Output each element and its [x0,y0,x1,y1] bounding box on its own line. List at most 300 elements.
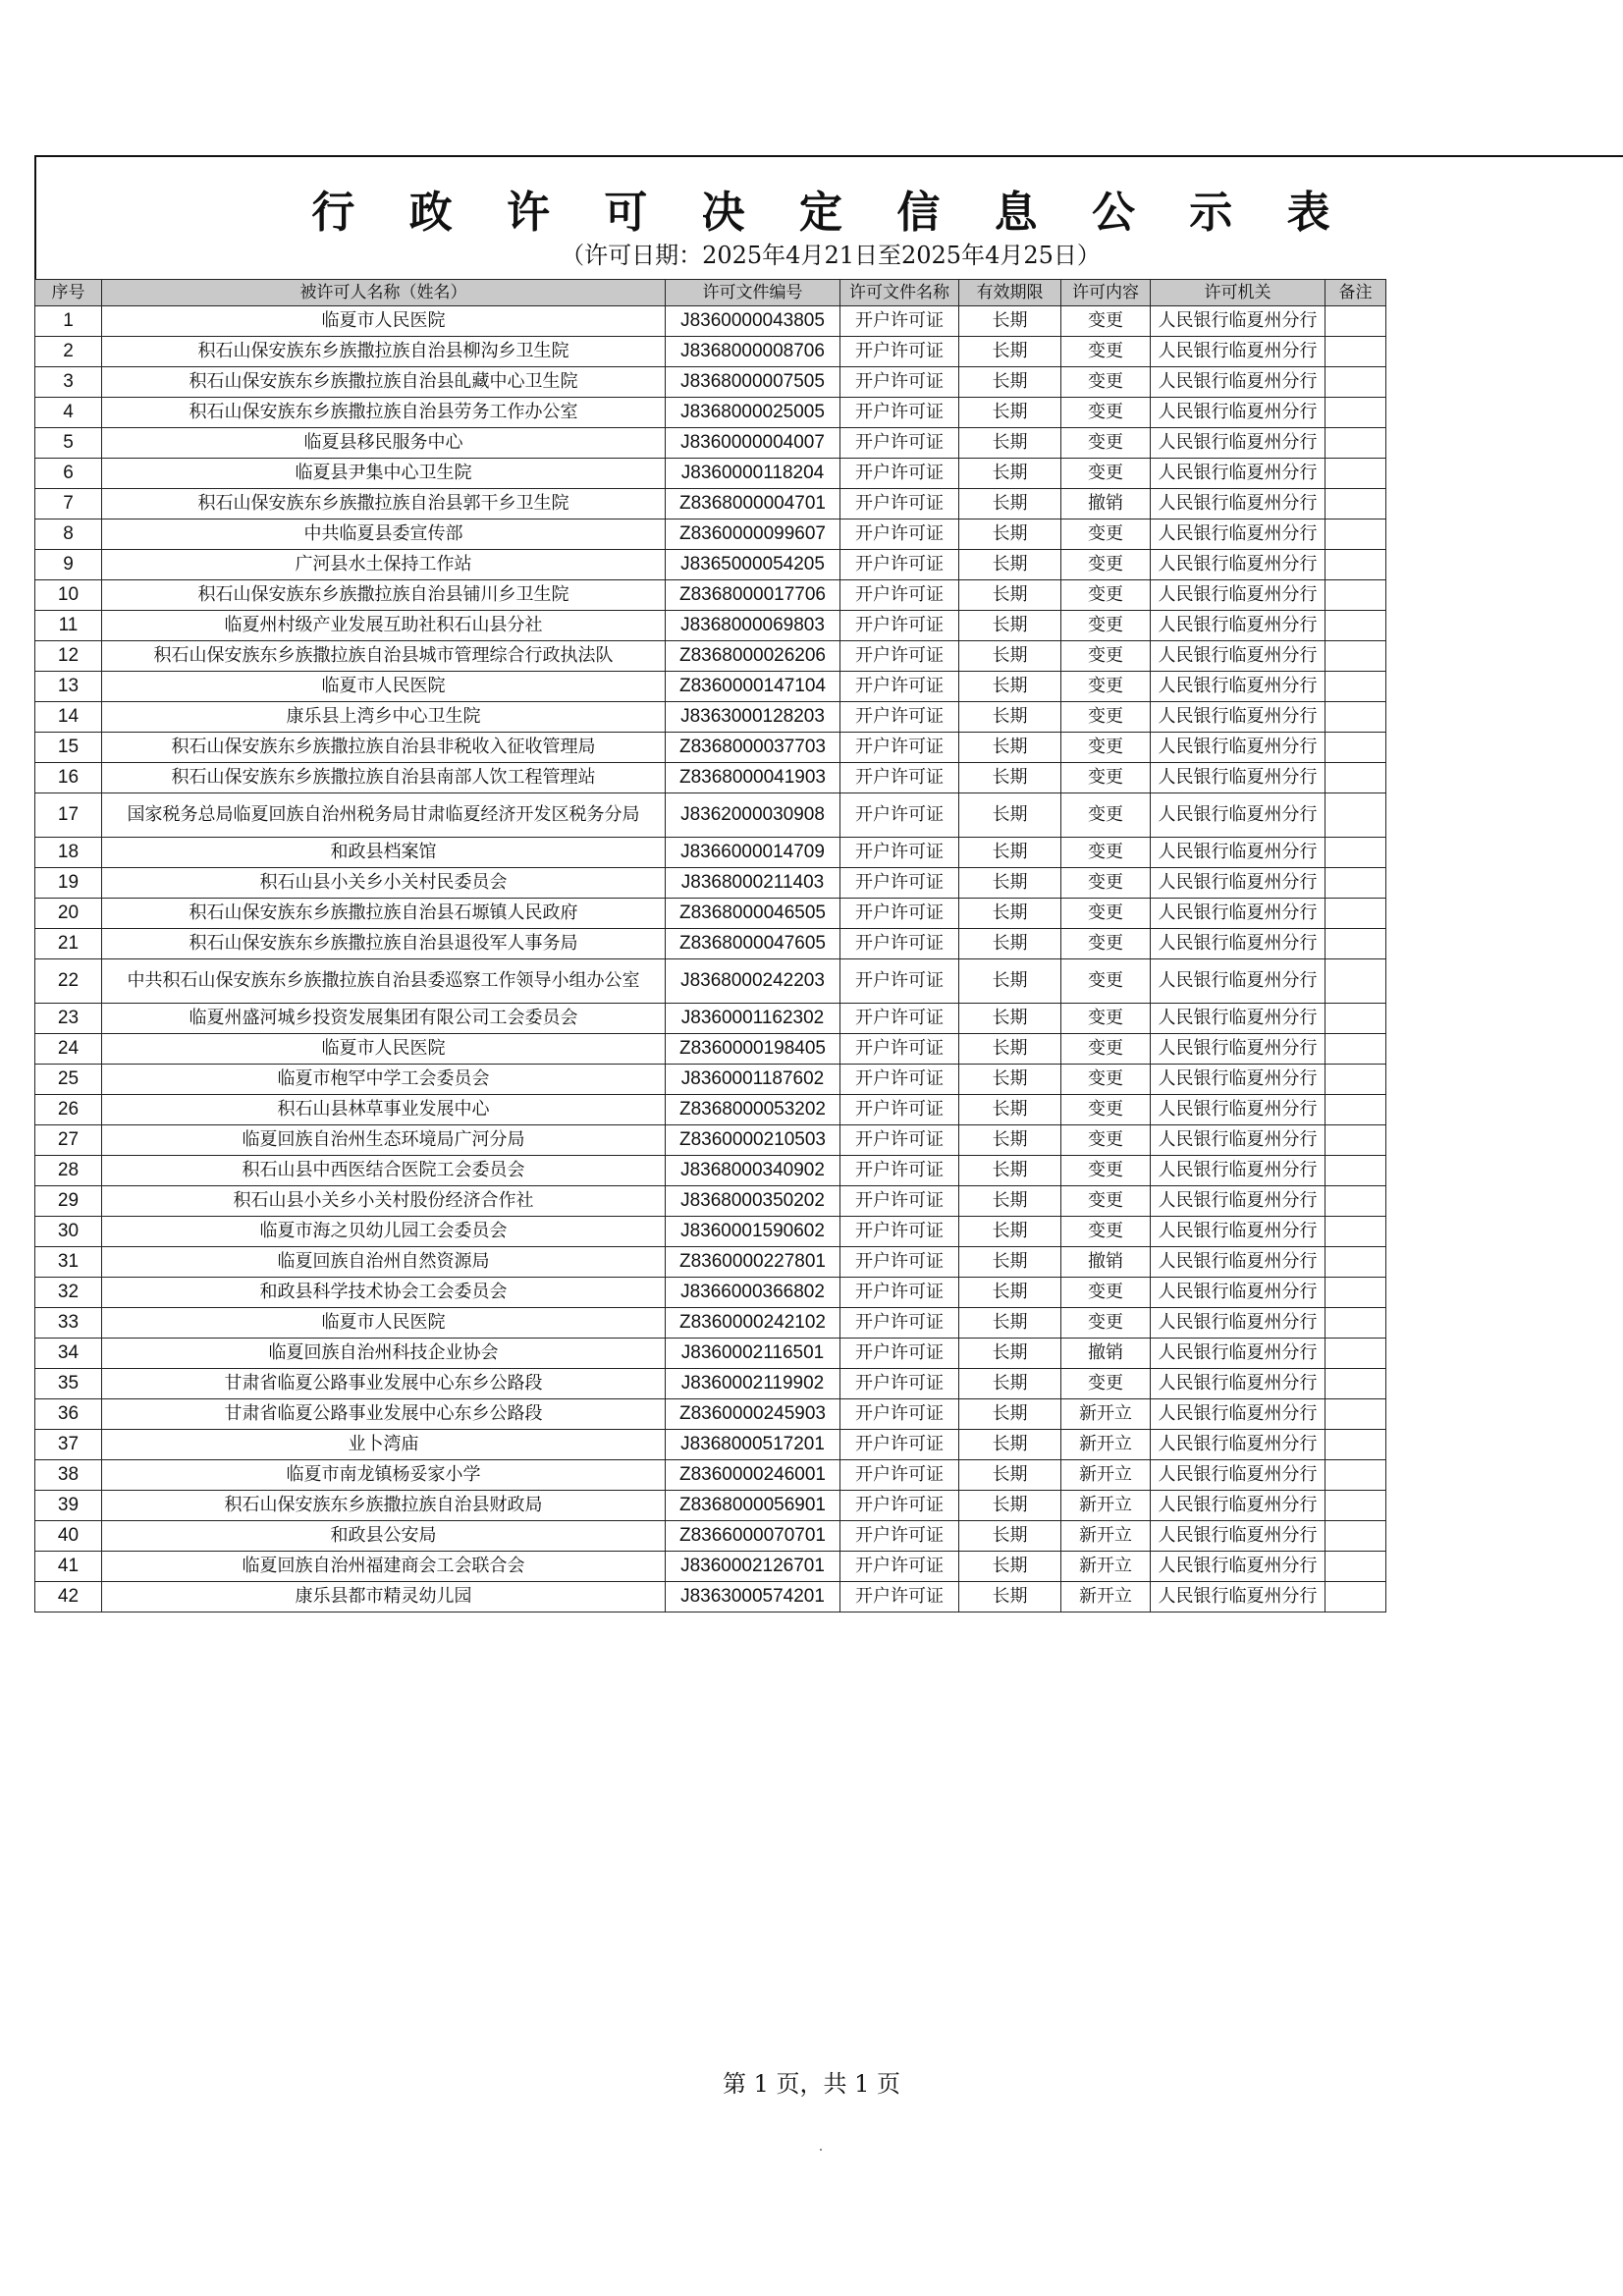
cell-name: 国家税务总局临夏回族自治州税务局甘肃临夏经济开发区税务分局 [102,793,666,838]
cell-term: 长期 [959,641,1061,672]
cell-term: 长期 [959,1582,1061,1613]
cell-authority: 人民银行临夏州分行 [1151,1034,1325,1065]
cell-content: 变更 [1061,1217,1151,1247]
cell-note [1325,489,1386,519]
cell-content: 新开立 [1061,1491,1151,1521]
cell-seq: 14 [35,702,102,733]
table-row [35,868,1386,899]
cell-doc: 开户许可证 [840,1095,959,1125]
cell-term: 长期 [959,763,1061,793]
table-row [35,1369,1386,1399]
cell-code: J8368000008706 [666,337,840,367]
cell-doc: 开户许可证 [840,868,959,899]
cell-term: 长期 [959,1339,1061,1369]
cell-note [1325,1004,1386,1034]
table-row [35,367,1386,398]
cell-name: 积石山县中西医结合医院工会委员会 [102,1156,666,1186]
cell-content: 新开立 [1061,1552,1151,1582]
cell-term: 长期 [959,1156,1061,1186]
cell-code: J8360000004007 [666,428,840,459]
cell-term: 长期 [959,1369,1061,1399]
cell-seq: 15 [35,733,102,763]
table-row [35,1217,1386,1247]
cell-seq: 7 [35,489,102,519]
cell-content: 新开立 [1061,1521,1151,1552]
cell-authority: 人民银行临夏州分行 [1151,580,1325,611]
cell-term: 长期 [959,367,1061,398]
cell-content: 撤销 [1061,1247,1151,1278]
cell-content: 变更 [1061,1278,1151,1308]
cell-note [1325,1156,1386,1186]
cell-authority: 人民银行临夏州分行 [1151,1065,1325,1095]
cell-note [1325,519,1386,550]
cell-code: J8368000007505 [666,367,840,398]
cell-content: 变更 [1061,702,1151,733]
cell-authority: 人民银行临夏州分行 [1151,1399,1325,1430]
cell-doc: 开户许可证 [840,306,959,337]
cell-content: 变更 [1061,1369,1151,1399]
cell-authority: 人民银行临夏州分行 [1151,702,1325,733]
date-range-subtitle: （许可日期：2025年4月21日至2025年4月25日） [561,242,1101,269]
cell-content: 变更 [1061,733,1151,763]
column-header: 序号 [35,280,102,306]
table-row [35,550,1386,580]
cell-term: 长期 [959,1186,1061,1217]
cell-term: 长期 [959,929,1061,959]
cell-name: 积石山保安族东乡族撒拉族自治县铺川乡卫生院 [102,580,666,611]
cell-authority: 人民银行临夏州分行 [1151,306,1325,337]
cell-authority: 人民银行临夏州分行 [1151,1095,1325,1125]
cell-seq: 42 [35,1582,102,1613]
cell-code: Z8368000046505 [666,899,840,929]
cell-code: J8368000350202 [666,1186,840,1217]
cell-code: Z8368000026206 [666,641,840,672]
cell-content: 变更 [1061,1308,1151,1339]
cell-name: 临夏市人民医院 [102,1308,666,1339]
cell-content: 变更 [1061,1156,1151,1186]
table-row [35,1247,1386,1278]
cell-authority: 人民银行临夏州分行 [1151,838,1325,868]
cell-name: 积石山保安族东乡族撒拉族自治县柳沟乡卫生院 [102,337,666,367]
cell-authority: 人民银行临夏州分行 [1151,959,1325,1004]
cell-name: 康乐县都市精灵幼儿园 [102,1582,666,1613]
cell-note [1325,306,1386,337]
cell-term: 长期 [959,580,1061,611]
cell-note [1325,793,1386,838]
cell-doc: 开户许可证 [840,838,959,868]
cell-term: 长期 [959,306,1061,337]
cell-note [1325,1247,1386,1278]
cell-doc: 开户许可证 [840,459,959,489]
cell-note [1325,459,1386,489]
cell-code: J8368000211403 [666,868,840,899]
cell-code: Z8360000147104 [666,672,840,702]
cell-seq: 33 [35,1308,102,1339]
cell-name: 和政县档案馆 [102,838,666,868]
cell-authority: 人民银行临夏州分行 [1151,672,1325,702]
cell-doc: 开户许可证 [840,1004,959,1034]
scan-speck [820,2149,822,2151]
cell-content: 变更 [1061,929,1151,959]
cell-name: 积石山保安族东乡族撒拉族自治县退役军人事务局 [102,929,666,959]
cell-doc: 开户许可证 [840,1034,959,1065]
cell-seq: 34 [35,1339,102,1369]
cell-seq: 35 [35,1369,102,1399]
cell-note [1325,1399,1386,1430]
cell-term: 长期 [959,337,1061,367]
cell-term: 长期 [959,1430,1061,1460]
cell-code: J8362000030908 [666,793,840,838]
cell-code: J8360001590602 [666,1217,840,1247]
cell-authority: 人民银行临夏州分行 [1151,1491,1325,1521]
cell-content: 变更 [1061,1095,1151,1125]
cell-seq: 38 [35,1460,102,1491]
cell-name: 康乐县上湾乡中心卫生院 [102,702,666,733]
table-row [35,1521,1386,1552]
cell-code: Z8360000242102 [666,1308,840,1339]
cell-authority: 人民银行临夏州分行 [1151,1369,1325,1399]
cell-content: 新开立 [1061,1460,1151,1491]
cell-code: Z8368000047605 [666,929,840,959]
cell-seq: 19 [35,868,102,899]
cell-code: Z8368000053202 [666,1095,840,1125]
cell-authority: 人民银行临夏州分行 [1151,763,1325,793]
cell-content: 变更 [1061,1125,1151,1156]
cell-code: Z8368000056901 [666,1491,840,1521]
cell-doc: 开户许可证 [840,1247,959,1278]
cell-authority: 人民银行临夏州分行 [1151,733,1325,763]
cell-authority: 人民银行临夏州分行 [1151,1217,1325,1247]
cell-authority: 人民银行临夏州分行 [1151,929,1325,959]
cell-term: 长期 [959,1125,1061,1156]
cell-authority: 人民银行临夏州分行 [1151,367,1325,398]
cell-code: J8360000043805 [666,306,840,337]
cell-term: 长期 [959,793,1061,838]
cell-seq: 13 [35,672,102,702]
cell-term: 长期 [959,519,1061,550]
column-header: 许可文件名称 [840,280,959,306]
cell-content: 变更 [1061,1004,1151,1034]
column-header: 备注 [1325,280,1386,306]
cell-note [1325,763,1386,793]
cell-note [1325,672,1386,702]
cell-term: 长期 [959,838,1061,868]
cell-code: J8360001187602 [666,1065,840,1095]
cell-seq: 26 [35,1095,102,1125]
cell-name: 业卜湾庙 [102,1430,666,1460]
cell-code: Z8360000210503 [666,1125,840,1156]
cell-note [1325,367,1386,398]
cell-doc: 开户许可证 [840,899,959,929]
column-header: 许可机关 [1151,280,1325,306]
cell-authority: 人民银行临夏州分行 [1151,899,1325,929]
cell-authority: 人民银行临夏州分行 [1151,489,1325,519]
cell-doc: 开户许可证 [840,672,959,702]
table-row [35,1339,1386,1369]
table-row [35,733,1386,763]
cell-doc: 开户许可证 [840,1156,959,1186]
cell-seq: 32 [35,1278,102,1308]
cell-code: Z8360000099607 [666,519,840,550]
cell-note [1325,1065,1386,1095]
table-row [35,702,1386,733]
cell-name: 临夏市人民医院 [102,672,666,702]
table-row [35,1095,1386,1125]
cell-seq: 29 [35,1186,102,1217]
cell-code: Z8366000070701 [666,1521,840,1552]
cell-note [1325,337,1386,367]
cell-seq: 1 [35,306,102,337]
cell-code: Z8368000004701 [666,489,840,519]
cell-authority: 人民银行临夏州分行 [1151,1552,1325,1582]
cell-note [1325,1460,1386,1491]
cell-term: 长期 [959,1065,1061,1095]
cell-code: J8363000128203 [666,702,840,733]
table-row [35,580,1386,611]
table-row [35,1278,1386,1308]
cell-name: 临夏回族自治州生态环境局广河分局 [102,1125,666,1156]
table-row [35,763,1386,793]
cell-seq: 17 [35,793,102,838]
cell-doc: 开户许可证 [840,1217,959,1247]
cell-seq: 21 [35,929,102,959]
cell-seq: 8 [35,519,102,550]
cell-content: 变更 [1061,1065,1151,1095]
cell-code: Z8360000198405 [666,1034,840,1065]
cell-content: 变更 [1061,519,1151,550]
cell-content: 新开立 [1061,1399,1151,1430]
cell-code: J8368000517201 [666,1430,840,1460]
table-row [35,672,1386,702]
cell-term: 长期 [959,550,1061,580]
cell-term: 长期 [959,1278,1061,1308]
cell-term: 长期 [959,1095,1061,1125]
cell-seq: 40 [35,1521,102,1552]
cell-doc: 开户许可证 [840,1308,959,1339]
column-header: 有效期限 [959,280,1061,306]
cell-seq: 41 [35,1552,102,1582]
cell-name: 临夏回族自治州科技企业协会 [102,1339,666,1369]
cell-doc: 开户许可证 [840,367,959,398]
cell-term: 长期 [959,702,1061,733]
cell-note [1325,733,1386,763]
cell-name: 和政县公安局 [102,1521,666,1552]
table-row [35,1430,1386,1460]
cell-content: 变更 [1061,1034,1151,1065]
cell-term: 长期 [959,672,1061,702]
cell-name: 积石山保安族东乡族撒拉族自治县癿藏中心卫生院 [102,367,666,398]
cell-term: 长期 [959,1004,1061,1034]
cell-content: 变更 [1061,306,1151,337]
cell-code: J8360001162302 [666,1004,840,1034]
table-row [35,1004,1386,1034]
cell-doc: 开户许可证 [840,428,959,459]
cell-code: J8363000574201 [666,1582,840,1613]
cell-doc: 开户许可证 [840,398,959,428]
cell-doc: 开户许可证 [840,337,959,367]
cell-note [1325,1430,1386,1460]
cell-content: 撤销 [1061,1339,1151,1369]
cell-name: 积石山县林草事业发展中心 [102,1095,666,1125]
cell-note [1325,1095,1386,1125]
cell-note [1325,1217,1386,1247]
cell-seq: 31 [35,1247,102,1278]
column-header: 许可内容 [1061,280,1151,306]
table-row [35,428,1386,459]
cell-authority: 人民银行临夏州分行 [1151,428,1325,459]
cell-term: 长期 [959,868,1061,899]
cell-term: 长期 [959,1034,1061,1065]
document-sheet [34,155,1623,1682]
cell-seq: 9 [35,550,102,580]
table-row [35,489,1386,519]
cell-code: J8360002126701 [666,1552,840,1582]
cell-code: J8365000054205 [666,550,840,580]
cell-seq: 10 [35,580,102,611]
cell-name: 临夏县移民服务中心 [102,428,666,459]
cell-code: Z8368000037703 [666,733,840,763]
cell-code: J8360002119902 [666,1369,840,1399]
cell-authority: 人民银行临夏州分行 [1151,1247,1325,1278]
cell-note [1325,1552,1386,1582]
cell-doc: 开户许可证 [840,489,959,519]
cell-note [1325,1278,1386,1308]
cell-doc: 开户许可证 [840,702,959,733]
table-row [35,1460,1386,1491]
cell-note [1325,1034,1386,1065]
table-row [35,899,1386,929]
table-row [35,459,1386,489]
cell-content: 变更 [1061,428,1151,459]
cell-code: Z8360000245903 [666,1399,840,1430]
table-row [35,838,1386,868]
cell-authority: 人民银行临夏州分行 [1151,868,1325,899]
table-row [35,337,1386,367]
cell-seq: 23 [35,1004,102,1034]
table-row [35,1308,1386,1339]
cell-authority: 人民银行临夏州分行 [1151,1308,1325,1339]
cell-authority: 人民银行临夏州分行 [1151,1278,1325,1308]
cell-seq: 18 [35,838,102,868]
cell-name: 甘肃省临夏公路事业发展中心东乡公路段 [102,1399,666,1430]
cell-note [1325,1582,1386,1613]
cell-doc: 开户许可证 [840,733,959,763]
table-header-row [35,280,1386,306]
cell-doc: 开户许可证 [840,793,959,838]
cell-note [1325,868,1386,899]
table-row [35,959,1386,1004]
cell-term: 长期 [959,1521,1061,1552]
cell-content: 变更 [1061,959,1151,1004]
cell-name: 临夏市枹罕中学工会委员会 [102,1065,666,1095]
table-row [35,519,1386,550]
cell-seq: 22 [35,959,102,1004]
cell-doc: 开户许可证 [840,580,959,611]
cell-name: 临夏州村级产业发展互助社积石山县分社 [102,611,666,641]
cell-name: 临夏市人民医院 [102,1034,666,1065]
cell-note [1325,929,1386,959]
cell-authority: 人民银行临夏州分行 [1151,398,1325,428]
cell-code: J8360000118204 [666,459,840,489]
cell-content: 变更 [1061,459,1151,489]
cell-code: J8366000366802 [666,1278,840,1308]
cell-name: 积石山保安族东乡族撒拉族自治县南部人饮工程管理站 [102,763,666,793]
cell-content: 变更 [1061,838,1151,868]
cell-note [1325,1308,1386,1339]
cell-content: 新开立 [1061,1582,1151,1613]
cell-doc: 开户许可证 [840,1186,959,1217]
cell-name: 临夏市南龙镇杨妥家小学 [102,1460,666,1491]
cell-name: 积石山保安族东乡族撒拉族自治县城市管理综合行政执法队 [102,641,666,672]
cell-content: 变更 [1061,337,1151,367]
cell-doc: 开户许可证 [840,519,959,550]
table-row [35,1552,1386,1582]
cell-note [1325,550,1386,580]
cell-code: J8368000069803 [666,611,840,641]
table-row [35,398,1386,428]
cell-seq: 39 [35,1491,102,1521]
cell-doc: 开户许可证 [840,1065,959,1095]
table-row [35,793,1386,838]
cell-doc: 开户许可证 [840,1582,959,1613]
cell-content: 变更 [1061,550,1151,580]
cell-doc: 开户许可证 [840,1369,959,1399]
cell-note [1325,1491,1386,1521]
cell-doc: 开户许可证 [840,1430,959,1460]
cell-content: 变更 [1061,611,1151,641]
cell-term: 长期 [959,1552,1061,1582]
page-title: 行 政 许 可 决 定 信 息 公 示 表 [311,188,1350,238]
cell-seq: 24 [35,1034,102,1065]
table-row [35,611,1386,641]
column-header: 被许可人名称（姓名） [102,280,666,306]
cell-seq: 5 [35,428,102,459]
cell-name: 积石山保安族东乡族撒拉族自治县非税收入征收管理局 [102,733,666,763]
cell-code: J8366000014709 [666,838,840,868]
cell-doc: 开户许可证 [840,763,959,793]
cell-doc: 开户许可证 [840,1125,959,1156]
cell-doc: 开户许可证 [840,1491,959,1521]
cell-authority: 人民银行临夏州分行 [1151,1004,1325,1034]
cell-code: Z8368000041903 [666,763,840,793]
table-row [35,306,1386,337]
cell-name: 临夏回族自治州福建商会工会联合会 [102,1552,666,1582]
cell-name: 积石山保安族东乡族撒拉族自治县郭干乡卫生院 [102,489,666,519]
cell-content: 变更 [1061,672,1151,702]
cell-seq: 3 [35,367,102,398]
cell-note [1325,1521,1386,1552]
cell-name: 中共临夏县委宣传部 [102,519,666,550]
cell-term: 长期 [959,1491,1061,1521]
cell-seq: 16 [35,763,102,793]
cell-term: 长期 [959,1247,1061,1278]
cell-content: 变更 [1061,398,1151,428]
cell-note [1325,611,1386,641]
cell-name: 和政县科学技术协会工会委员会 [102,1278,666,1308]
cell-code: J8368000340902 [666,1156,840,1186]
cell-note [1325,641,1386,672]
cell-seq: 11 [35,611,102,641]
cell-authority: 人民银行临夏州分行 [1151,550,1325,580]
cell-authority: 人民银行临夏州分行 [1151,337,1325,367]
cell-authority: 人民银行临夏州分行 [1151,519,1325,550]
cell-seq: 6 [35,459,102,489]
cell-note [1325,702,1386,733]
cell-note [1325,959,1386,1004]
table-row [35,1156,1386,1186]
cell-seq: 12 [35,641,102,672]
cell-code: Z8360000246001 [666,1460,840,1491]
